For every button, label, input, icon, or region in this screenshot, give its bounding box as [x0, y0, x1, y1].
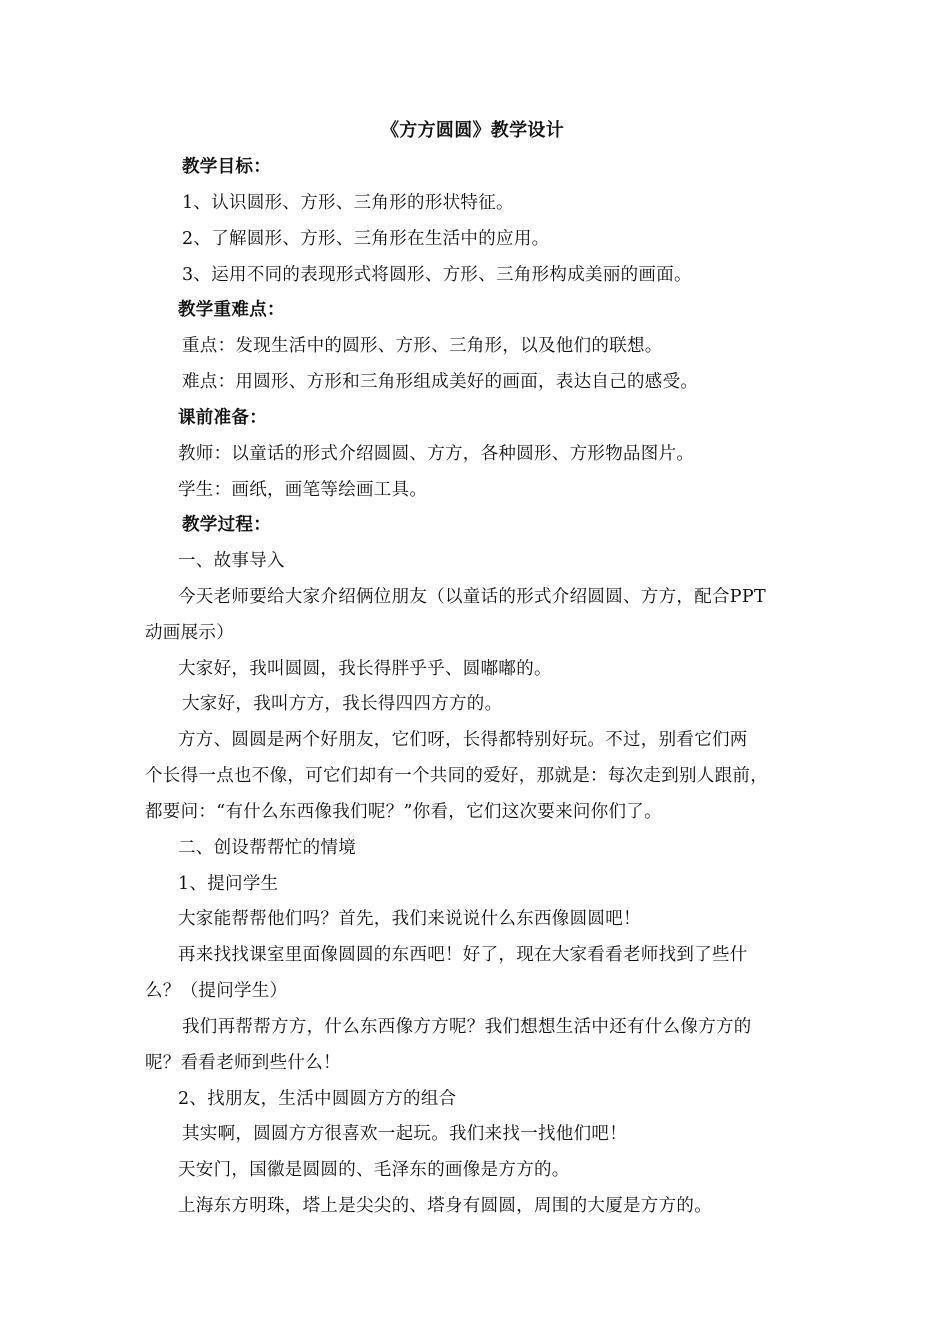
goal-item-3: 3、运用不同的表现形式将圆形、方形、三角形构成美丽的画面。 — [182, 265, 692, 285]
subsection-1-line: 我们再帮帮方方，什么东西像方方呢？我们想想生活中还有什么像方方的 — [182, 1017, 752, 1037]
section-2-title: 二、创设帮帮忙的情境 — [178, 838, 356, 858]
student-preparation: 学生：画纸，画笔等绘画工具。 — [178, 480, 428, 500]
document-title: 《方方圆圆》教学设计 — [381, 120, 564, 141]
subsection-1-line: 再来找找课室里面像圆圆的东西吧！好了，现在大家看看老师找到了些什 — [178, 945, 748, 965]
difficult-point: 难点：用圆形、方形和三角形组成美好的画面，表达自己的感受。 — [182, 372, 699, 392]
preparation-heading: 课前准备： — [178, 408, 267, 428]
subsection-2-title: 2、找朋友，生活中圆圆方方的组合 — [178, 1089, 457, 1109]
story-paragraph-line: 都要问：“有什么东西像我们呢？”你看，它们这次要来问你们了。 — [145, 802, 662, 822]
subsection-2-line: 上海东方明珠，塔上是尖尖的、塔身有圆圆，周围的大厦是方方的。 — [178, 1196, 712, 1216]
story-paragraph-line: 方方、圆圆是两个好朋友，它们呀，长得都特别好玩。不过，别看它们两 — [178, 730, 748, 750]
goal-item-2: 2、了解圆形、方形、三角形在生活中的应用。 — [182, 229, 550, 249]
key-point: 重点：发现生活中的圆形、方形、三角形，以及他们的联想。 — [182, 336, 663, 356]
subsection-2-line: 天安门，国徽是圆圆的、毛泽东的画像是方方的。 — [178, 1160, 570, 1180]
subsection-1-line: 么？（提问学生） — [145, 981, 288, 1001]
subsection-1-line: 大家能帮帮他们吗？首先，我们来说说什么东西像圆圆吧！ — [178, 909, 641, 929]
intro-paragraph-line: 动画展示） — [145, 623, 234, 643]
teacher-preparation: 教师：以童话的形式介绍圆圆、方方，各种圆形、方形物品图片。 — [178, 444, 695, 464]
yuanyuan-intro: 大家好，我叫圆圆，我长得胖乎乎、圆嘟嘟的。 — [178, 659, 552, 679]
goal-item-1: 1、认识圆形、方形、三角形的形状特征。 — [182, 193, 514, 213]
intro-paragraph-line: 今天老师要给大家介绍俩位朋友（以童话的形式介绍圆圆、方方，配合PPT — [178, 587, 766, 607]
subsection-1-title: 1、提问学生 — [178, 874, 279, 894]
fangfang-intro: 大家好，我叫方方，我长得四四方方的。 — [182, 694, 503, 714]
story-paragraph-line: 个长得一点也不像，可它们却有一个共同的爱好，那就是：每次走到别人跟前， — [145, 766, 768, 786]
process-heading: 教学过程： — [182, 515, 271, 535]
subsection-2-line: 其实啊，圆圆方方很喜欢一起玩。我们来找一找他们吧！ — [182, 1124, 627, 1144]
subsection-1-line: 呢？看看老师到些什么！ — [145, 1053, 341, 1073]
section-1-title: 一、故事导入 — [178, 551, 285, 571]
goals-heading: 教学目标： — [182, 157, 271, 177]
key-points-heading: 教学重难点： — [178, 300, 285, 320]
